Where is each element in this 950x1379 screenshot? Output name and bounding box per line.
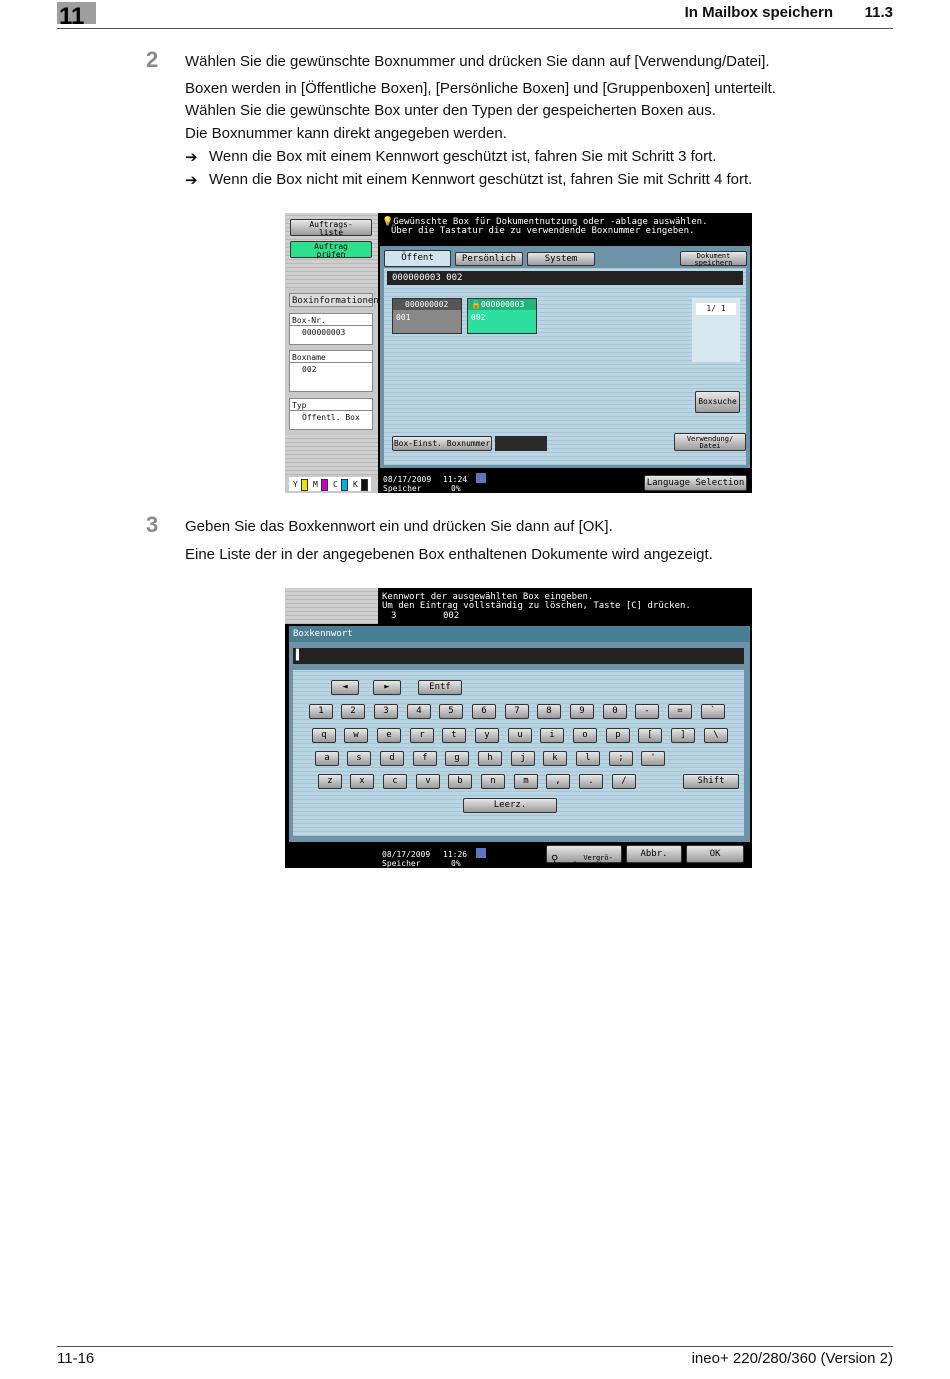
- time: 11:24: [443, 475, 468, 484]
- box-name-value: 002: [302, 365, 317, 374]
- cancel-button[interactable]: Abbr.: [626, 845, 682, 863]
- key[interactable]: 5: [439, 704, 463, 719]
- password-screen: [285, 588, 752, 868]
- key[interactable]: o: [573, 728, 597, 743]
- check-job-button[interactable]: Auftrag prüfen: [290, 241, 372, 258]
- box-name: 001: [396, 313, 411, 322]
- key[interactable]: s: [347, 751, 371, 766]
- key[interactable]: 8: [537, 704, 561, 719]
- bullet-text: Wenn die Box mit einem Kennwort geschützt ist, fahren Sie mit Schritt 3 fort.: [209, 148, 717, 165]
- box-tile[interactable]: [392, 298, 462, 334]
- password-input[interactable]: [293, 648, 744, 664]
- step-text: Die Boxnummer kann direkt angegeben werden.: [185, 125, 507, 142]
- selected-box-display: 000000003 002: [387, 271, 743, 285]
- step-instruction: Geben Sie das Boxkennwort ein und drücken Sie dann auf [OK].: [185, 518, 613, 535]
- key[interactable]: y: [475, 728, 499, 743]
- header-rule: [57, 28, 893, 29]
- box-settings-button[interactable]: Box-Einst. Boxnummer: [392, 436, 492, 451]
- key[interactable]: ,: [546, 774, 570, 789]
- step-text: Wählen Sie die gewünschte Box unter den Typen der gespeicherten Boxen aus.: [185, 102, 716, 119]
- message-box-number: 3: [391, 611, 397, 621]
- key[interactable]: v: [416, 774, 440, 789]
- toner-label: Y: [293, 480, 298, 489]
- key[interactable]: /: [612, 774, 636, 789]
- date: 08/17/2009: [383, 475, 432, 484]
- box-number-input[interactable]: [495, 436, 547, 451]
- key[interactable]: w: [344, 728, 368, 743]
- toner-black-bar: [361, 479, 368, 491]
- space-key[interactable]: Leerz.: [463, 798, 557, 813]
- product-name: ineo+ 220/280/360 (Version 2): [691, 1350, 893, 1367]
- key[interactable]: k: [543, 751, 567, 766]
- page-indicator: 1/ 1: [696, 303, 736, 315]
- message-line: 💡Gewünschte Box für Dokumentnutzung oder -ablage auswählen.: [382, 217, 708, 227]
- magnifier-icon: ⚲: [551, 854, 559, 865]
- job-list-button[interactable]: Auftrags- liste: [290, 219, 372, 236]
- key[interactable]: c: [383, 774, 407, 789]
- key[interactable]: ;: [609, 751, 633, 766]
- box-list-area: [384, 268, 746, 465]
- key[interactable]: `: [701, 704, 725, 719]
- key[interactable]: =: [668, 704, 692, 719]
- key[interactable]: .: [579, 774, 603, 789]
- key[interactable]: 0: [603, 704, 627, 719]
- box-nr-label: Box-Nr.: [290, 314, 372, 326]
- key[interactable]: a: [315, 751, 339, 766]
- header-title: In Mailbox speichern: [684, 4, 833, 21]
- key[interactable]: 4: [407, 704, 431, 719]
- cursor-left-key[interactable]: ◄: [331, 680, 359, 695]
- key[interactable]: r: [410, 728, 434, 743]
- ok-button[interactable]: OK: [686, 845, 744, 863]
- use-file-button[interactable]: Verwendung/ Datei: [674, 433, 746, 451]
- box-nr-value: 000000003: [302, 328, 346, 337]
- key[interactable]: h: [478, 751, 502, 766]
- key[interactable]: 9: [570, 704, 594, 719]
- toner-label: M: [313, 480, 318, 489]
- key[interactable]: d: [380, 751, 404, 766]
- key[interactable]: 7: [505, 704, 529, 719]
- lock-icon: 🔒: [471, 300, 481, 309]
- box-selection-screen: [285, 213, 752, 493]
- key[interactable]: 2: [341, 704, 365, 719]
- key[interactable]: 6: [472, 704, 496, 719]
- type-label: Typ: [290, 399, 372, 411]
- key[interactable]: p: [606, 728, 630, 743]
- box-search-button[interactable]: Boxsuche: [695, 391, 740, 413]
- key[interactable]: 1: [309, 704, 333, 719]
- memory-value: 0%: [451, 859, 461, 868]
- toner-label: K: [353, 480, 358, 489]
- key[interactable]: f: [413, 751, 437, 766]
- box-tile-selected[interactable]: [467, 298, 537, 334]
- key[interactable]: 3: [374, 704, 398, 719]
- keyboard-area: [293, 670, 744, 836]
- main-area: [380, 246, 750, 468]
- key[interactable]: j: [511, 751, 535, 766]
- date: 08/17/2009: [382, 850, 431, 859]
- toner-cyan-bar: [341, 479, 348, 491]
- memory-value: 0%: [451, 484, 461, 493]
- tab-personal[interactable]: Persönlich: [455, 252, 523, 266]
- key[interactable]: x: [350, 774, 374, 789]
- box-info-title: Boxinformationen: [289, 293, 373, 307]
- arrow-icon: ➔: [185, 172, 198, 189]
- shift-key[interactable]: Shift: [683, 774, 739, 789]
- bullet-text: Wenn die Box nicht mit einem Kennwort geschützt ist, fahren Sie mit Schritt 4 fort.: [209, 171, 753, 188]
- dialog-title: Boxkennwort: [289, 626, 750, 642]
- delete-key[interactable]: Entf: [418, 680, 462, 695]
- tab-system[interactable]: System: [527, 252, 595, 266]
- box-name-panel: [289, 350, 373, 392]
- box-name: 002: [471, 313, 486, 322]
- memory-label: Speicher: [382, 859, 421, 868]
- key[interactable]: m: [514, 774, 538, 789]
- key[interactable]: n: [481, 774, 505, 789]
- key[interactable]: g: [445, 751, 469, 766]
- key[interactable]: u: [508, 728, 532, 743]
- key[interactable]: e: [377, 728, 401, 743]
- keyboard-panel: [289, 626, 750, 842]
- message-line: Kennwort der ausgewählten Box eingeben.: [382, 592, 594, 602]
- arrow-icon: ➔: [185, 149, 198, 166]
- step-number: 3: [146, 512, 159, 537]
- key[interactable]: -: [635, 704, 659, 719]
- key[interactable]: ]: [671, 728, 695, 743]
- cursor-right-key[interactable]: ►: [373, 680, 401, 695]
- key[interactable]: \: [704, 728, 728, 743]
- tab-public[interactable]: Öffent: [384, 250, 451, 267]
- memory-label: Speicher: [383, 484, 422, 493]
- toner-label: C: [333, 480, 338, 489]
- type-panel: [289, 398, 373, 430]
- box-nr-panel: [289, 313, 373, 345]
- language-selection-button[interactable]: Language Selection: [644, 475, 747, 491]
- key[interactable]: b: [448, 774, 472, 789]
- key[interactable]: l: [576, 751, 600, 766]
- text-cursor: ▌: [296, 650, 303, 661]
- time: 11:26: [443, 850, 468, 859]
- toner-levels: [289, 477, 371, 491]
- page-scroll-panel: [692, 298, 740, 362]
- lightbulb-icon: 💡: [382, 217, 394, 227]
- save-document-button[interactable]: Dokument speichern: [680, 251, 747, 266]
- step-text: Eine Liste der in der angegebenen Box enthaltenen Dokumente wird angezeigt.: [185, 546, 713, 563]
- key[interactable]: t: [442, 728, 466, 743]
- box-name-label: Boxname: [290, 351, 372, 363]
- message-box-name: 002: [443, 611, 460, 621]
- key[interactable]: z: [318, 774, 342, 789]
- key[interactable]: q: [312, 728, 336, 743]
- step-instruction: Wählen Sie die gewünschte Boxnummer und drücken Sie dann auf [Verwendung/Datei].: [185, 53, 770, 70]
- box-number: 000000003: [480, 300, 525, 309]
- network-icon: [476, 848, 486, 858]
- header-section: 11.3: [864, 4, 893, 21]
- chapter-number: 11: [57, 2, 96, 24]
- key[interactable]: i: [540, 728, 564, 743]
- enlarge-button[interactable]: ⚲ Vergrö- ßern ein: [546, 845, 622, 863]
- left-panel: [285, 213, 378, 493]
- box-number: 000000002: [393, 299, 461, 310]
- key[interactable]: ': [641, 751, 665, 766]
- message-line: Um den Eintrag vollständig zu löschen, Taste [C] drücken.: [382, 601, 691, 611]
- toner-magenta-bar: [321, 479, 328, 491]
- type-value: Öffentl. Box: [302, 413, 360, 422]
- key[interactable]: [: [638, 728, 662, 743]
- footer-rule: [57, 1346, 893, 1347]
- network-icon: [476, 473, 486, 483]
- message-line: Über die Tastatur die zu verwendende Boxnummer eingeben.: [391, 226, 695, 236]
- toner-yellow-bar: [301, 479, 308, 491]
- step-number: 2: [146, 47, 159, 72]
- page-number: 11-16: [57, 1350, 95, 1367]
- step-text: Boxen werden in [Öffentliche Boxen], [Persönliche Boxen] und [Gruppenboxen] unterteilt.: [185, 80, 776, 97]
